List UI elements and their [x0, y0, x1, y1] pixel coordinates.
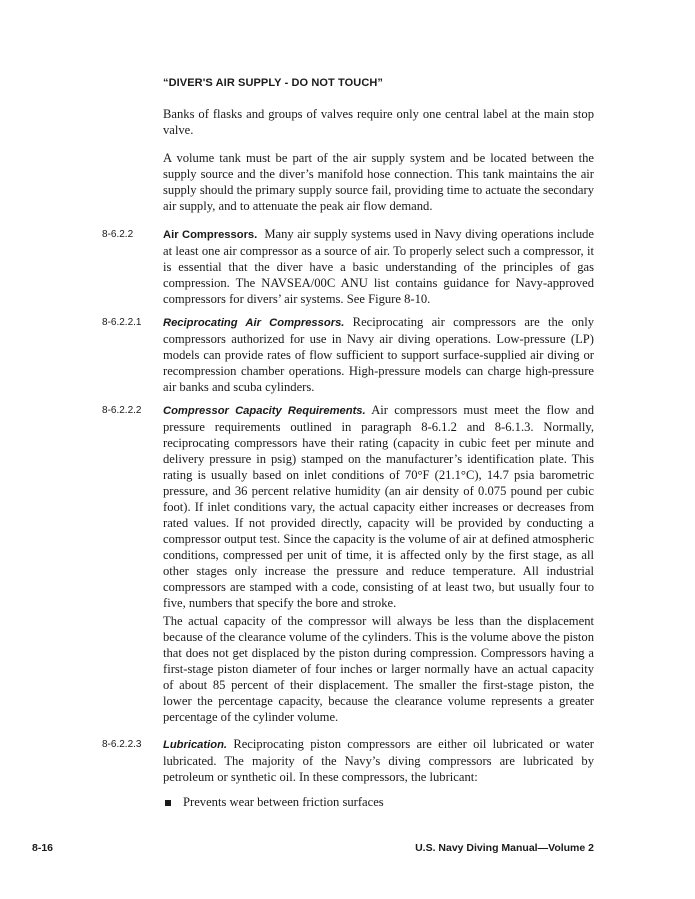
section-lubrication — [163, 736, 594, 785]
footer-manual-title: U.S. Navy Diving Manual—Volume 2 — [415, 842, 594, 854]
bullet-square-icon — [165, 800, 171, 806]
section-number: 8-6.2.2.1 — [102, 317, 142, 328]
section-heading: Air Compressors. — [163, 229, 258, 241]
section-body: Reciprocating piston compressors are either oil lubricated or water lubricated. The majority of the Navy’s diving compressors are lubricated by petroleum or synthetic oil. In these compressors, the lubricant: — [163, 737, 594, 784]
section-air-compressors — [163, 226, 594, 307]
section-body: Reciprocating air compressors are the only compressors authorized for use in Navy air diving operations. Low-pressure (LP) models can provide rates of flow sufficient to support surface-supplied air diving or recompression chamber operations. High-pressure models can charge high-pressure air banks and scuba cylinders. — [163, 315, 594, 394]
paragraph-actual-capacity: The actual capacity of the compressor will always be less than the displacement because of the clearance volume of the cylinders. This is the volume above the piston that does not get displaced by the piston during compression. Compressors having a first-stage piston diameter of four inches or larger normally have an actual capacity of about 85 percent of their displacement. The smaller the first-stage piston, the lower the percentage capacity, because the clearance volume represents a greater percentage of the cylinder volume. — [163, 614, 594, 724]
paragraph-volume-tank: A volume tank must be part of the air supply system and be located between the supply source and the diver’s manifold hose connection. This tank maintains the air supply should the primary supply source fail, providing time to actuate the secondary air supply, and to attenuate the peak air flow demand. — [163, 151, 594, 213]
section-heading: Lubrication. — [163, 739, 228, 751]
section-reciprocating-compressors — [163, 314, 594, 395]
section-number: 8-6.2.2.2 — [102, 405, 142, 416]
section-number: 8-6.2.2 — [102, 229, 134, 240]
section-capacity-requirements — [163, 402, 594, 611]
section-heading: Reciprocating Air Compressors. — [163, 317, 345, 329]
warning-label-text: “DIVER'S AIR SUPPLY - DO NOT TOUCH” — [163, 77, 384, 89]
section-heading: Compressor Capacity Requirements. — [163, 405, 366, 417]
paragraph-flask-banks: Banks of flasks and groups of valves require only one central label at the main stop valve. — [163, 107, 594, 137]
footer-page-number: 8-16 — [32, 842, 54, 854]
section-body: Air compressors must meet the flow and pressure requirements outlined in paragraph 8-6.1.2 and 8-6.1.3. Normally, reciprocating compressors have their rating (capacity in cubic feet per minute and delivery pressure in psig) stamped on the manufacturer’s identification plate. This rating is usually based on inlet conditions of 70°F (21.1°C), 14.7 psia barometric pressure, and 36 percent relative humidity (an air density of 0.075 pound per cubic foot). If inlet conditions vary, the actual capacity either increases or decreases from rated values. If not provided directly, capacity will be provided by conducting a compressor output test. Since the capacity is the volume of air at defined atmospheric conditions, compressed per unit of time, it is affected only by the first stage, as all other stages only increase the pressure and reduce temperature. All industrial compressors are stamped with a code, consisting of at least two, but usually four to five, numbers that specify the bore and stroke. — [163, 403, 594, 610]
section-body: Many air supply systems used in Navy diving operations include at least one air compressor as a source of air. To properly select such a compressor, it is essential that the diver have a basic understanding of the principles of gas compression. The NAVSEA/00C ANU list contains guidance for Navy-approved compressors for divers’ air systems. See Figure 8-10. — [163, 227, 595, 306]
bullet-item: Prevents wear between friction surfaces — [183, 795, 384, 809]
section-number: 8-6.2.2.3 — [102, 739, 142, 750]
